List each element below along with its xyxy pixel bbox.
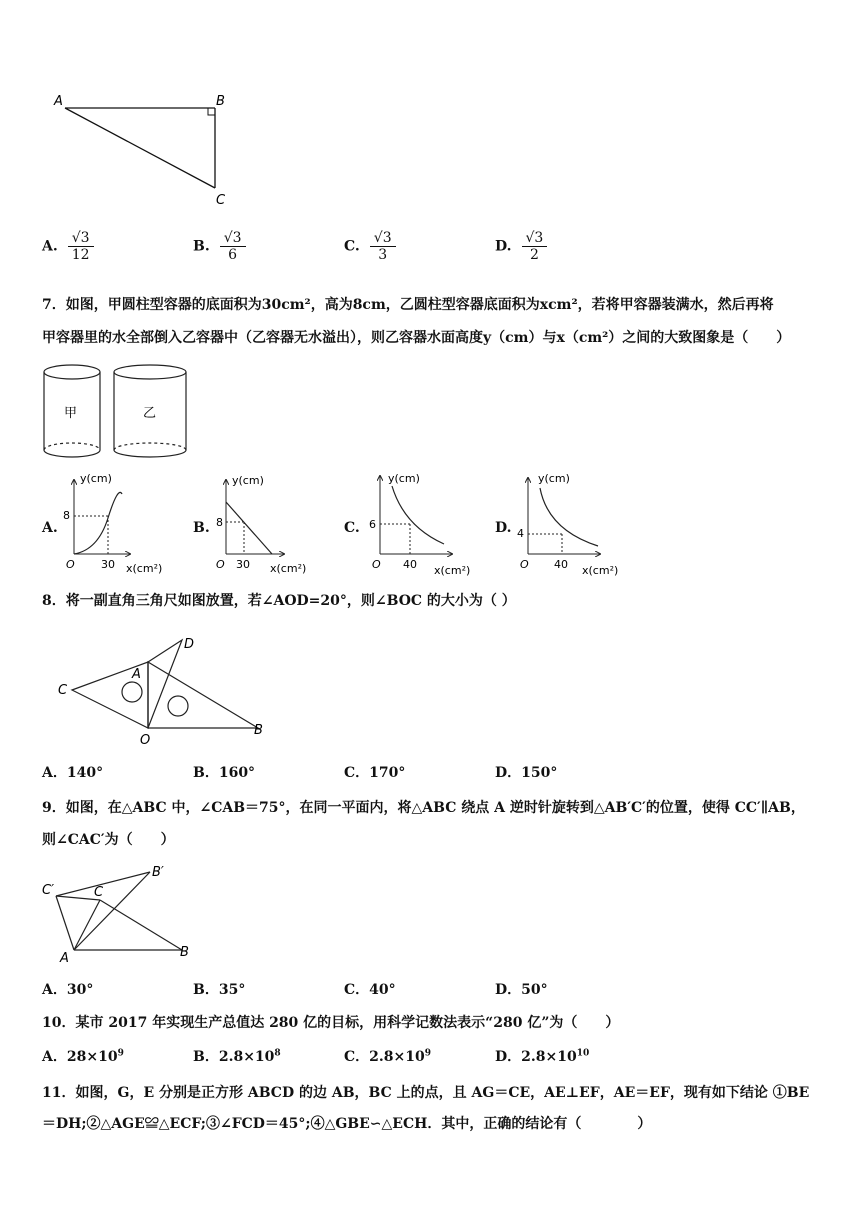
q7-cylinders-figure	[40, 362, 210, 464]
x-axis-label: x(cm²)	[434, 564, 471, 576]
q7-graph-b[interactable]	[212, 472, 324, 574]
x-tick: 30	[101, 558, 115, 571]
cylinder-jia-label: 甲	[64, 406, 78, 421]
q6-option-b[interactable]: B. $\frac{√3}{6}$	[193, 230, 246, 263]
q9-option-c[interactable]: C．40°	[344, 982, 396, 998]
q10-option-d[interactable]: D．$2.8\times 10^{10}$	[495, 1048, 590, 1065]
y-axis-label: y(cm)	[232, 474, 264, 487]
q8-option-d[interactable]: D．150°	[495, 765, 558, 781]
origin-label: O	[372, 558, 381, 571]
x-tick: 40	[403, 558, 417, 571]
q7-graph-c[interactable]	[364, 468, 476, 576]
label-C-prime: C′	[42, 883, 55, 898]
q7-graph-d[interactable]	[512, 470, 624, 576]
q10-option-a[interactable]: A．$28\times 10^9$	[42, 1048, 124, 1065]
x-tick: 40	[554, 558, 568, 571]
y-tick: 8	[63, 509, 70, 522]
q9-text-line2: 则∠CAC′为（ ）	[42, 832, 175, 848]
y-axis-label: y(cm)	[388, 472, 420, 485]
label-A: A	[54, 94, 63, 109]
label-A: A	[60, 951, 69, 965]
label-C: C	[58, 683, 68, 698]
x-axis-label: x(cm²)	[582, 564, 619, 576]
cylinder-yi-label: 乙	[143, 406, 157, 421]
y-tick: 8	[216, 516, 223, 529]
q9-rotation-figure	[40, 860, 200, 965]
q10-text: 10．某市 2017 年实现生产总值达 280 亿的目标，用科学记数法表示“280 亿”为（ ）	[42, 1015, 620, 1031]
q7-option-a-letter[interactable]: A.	[42, 520, 58, 536]
label-D: D	[184, 637, 195, 652]
origin-label: O	[216, 558, 225, 571]
q10-option-c[interactable]: C．$2.8\times 10^9$	[344, 1048, 431, 1065]
q6-option-a[interactable]: A. $\frac{√3}{12}$	[42, 230, 94, 263]
y-axis-label: y(cm)	[538, 472, 570, 485]
q7-option-d-letter[interactable]: D.	[495, 520, 512, 536]
x-tick: 30	[236, 558, 250, 571]
q8-option-a[interactable]: A．140°	[42, 765, 104, 781]
label-B: B	[180, 945, 189, 960]
q9-option-d[interactable]: D．50°	[495, 982, 548, 998]
label-B: B	[216, 94, 225, 109]
q6-option-c[interactable]: C. $\frac{√3}{3}$	[344, 230, 396, 263]
q6-triangle-figure	[40, 88, 250, 210]
q7-option-c-letter[interactable]: C.	[344, 520, 360, 536]
q9-text-line1: 9．如图，在△ABC 中，∠CAB＝75°，在同一平面内，将△ABC 绕点 A 逆时针旋转到△AB′C′的位置，使得 CC′∥AB，	[42, 800, 805, 816]
label-A: A	[132, 667, 141, 682]
q11-text-line1: 11．如图，G，E 分别是正方形 ABCD 的边 AB，BC 上的点，且 AG＝CE，AE⊥EF，AE＝EF，现有如下结论 ①BE	[42, 1085, 810, 1101]
y-tick: 4	[517, 527, 524, 540]
q8-set-squares-figure	[52, 632, 282, 750]
q7-text-line2: 甲容器里的水全部倒入乙容器中（乙容器无水溢出），则乙容器水面高度y（cm）与x（cm²）之间的大致图象是（ ）	[42, 330, 791, 346]
label-B-prime: B′	[152, 865, 164, 880]
origin-label: O	[520, 558, 529, 571]
q7-option-b-letter[interactable]: B.	[193, 520, 210, 536]
label-B: B	[254, 723, 263, 738]
label-C: C	[94, 885, 104, 900]
q8-option-c[interactable]: C．170°	[344, 765, 406, 781]
x-axis-label: x(cm²)	[126, 562, 163, 574]
q9-option-b[interactable]: B．35°	[193, 982, 246, 998]
label-O: O	[140, 733, 151, 748]
q11-text-line2: ＝DH;②△AGE≌△ECF;③∠FCD＝45°;④△GBE∽△ECH．其中，正确的结论有（ ）	[42, 1116, 652, 1132]
q7-graph-a[interactable]	[58, 472, 170, 574]
x-axis-label: x(cm²)	[270, 562, 307, 574]
q9-option-a[interactable]: A．30°	[42, 982, 94, 998]
y-axis-label: y(cm)	[80, 472, 112, 485]
q6-option-d[interactable]: D. $\frac{√3}{2}$	[495, 230, 547, 263]
origin-label: O	[66, 558, 75, 571]
label-C: C	[216, 193, 226, 208]
q8-option-b[interactable]: B．160°	[193, 765, 256, 781]
q8-text: 8．将一副直角三角尺如图放置，若∠AOD=20°，则∠BOC 的大小为（ ）	[42, 593, 516, 609]
y-tick: 6	[369, 518, 376, 531]
q7-text-line1: 7．如图，甲圆柱型容器的底面积为30cm²，高为8cm，乙圆柱型容器底面积为xcm²，若将甲容器装满水，然后再将	[42, 297, 774, 313]
q10-option-b[interactable]: B．$2.8\times 10^8$	[193, 1048, 281, 1065]
